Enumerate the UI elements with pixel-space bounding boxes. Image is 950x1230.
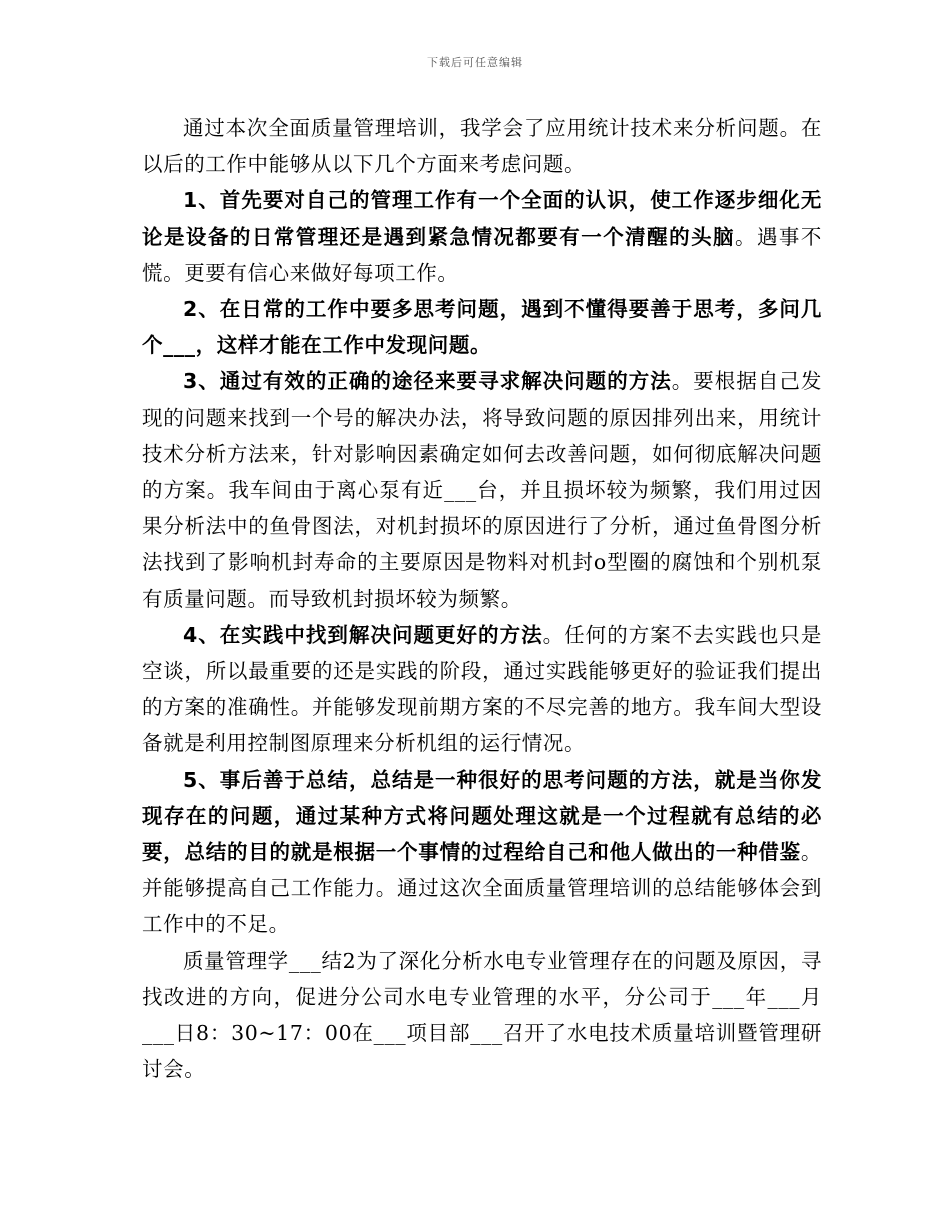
paragraph-heading-bold: 4、在实践中找到解决问题更好的方法	[183, 622, 543, 647]
paragraph-text: 。任何的方案不去实践也只是空谈，所以最重要的还是实践的阶段，通过实践能够更好的验证我们提出的方案的准确性。并能够发现前期方案的不尽完善的地方。我车间大型设备就是利用控制图原理来分析机组的运行情况。	[142, 622, 822, 756]
paragraph-point-2	[142, 291, 822, 363]
paragraph-text: 通过本次全面质量管理培训，我学会了应用统计技术来分析问题。在以后的工作中能够从以下几个方面来考虑问题。	[142, 116, 822, 177]
paragraph-meeting	[142, 943, 822, 1088]
paragraph-point-3	[142, 363, 822, 616]
paragraph-text: 。遇事不慌。更要有信心来做好每项工作。	[142, 224, 822, 285]
paragraph-text: 质量管理学___结2为了深化分析水电专业管理存在的问题及原因，寻找改进的方向，促进分公司水电专业管理的水平，分公司于___年___月___日8：30~17：00在___项目部___召开了水电技术质量培训暨管理研讨会。	[142, 948, 822, 1082]
page-header-note: 下载后可任意编辑	[427, 56, 523, 69]
paragraph-heading-bold: 5、事后善于总结，总结是一种很好的思考问题的方法，就是当你发现存在的问题，通过某种方式将问题处理这就是一个过程就有总结的必要，总结的目的就是根据一个事情的过程给自己和他人做出的一种借鉴	[142, 767, 822, 865]
paragraph-heading-bold: 2、在日常的工作中要多思考问题，遇到不懂得要善于思考，多问几个___，这样才能在工作中发现问题。	[142, 297, 822, 358]
paragraph-point-4	[142, 617, 822, 762]
document-body	[142, 110, 822, 1087]
paragraph-heading-bold: 1、首先要对自己的管理工作有一个全面的认识，使工作逐步细化无论是设备的日常管理还是遇到紧急情况都要有一个清醒的头脑	[142, 188, 822, 249]
paragraph-text: 。要根据自己发现的问题来找到一个号的解决办法，将导致问题的原因排列出来，用统计技术分析方法来，针对影响因素确定如何去改善问题，如何彻底解决问题的方案。我车间由于离心泵有近___台，并且损坏较为频繁，我们用过因果分析法中的鱼骨图法，对机封损坏的原因进行了分析，通过鱼骨图分析法找到了影响机封寿命的主要原因是物料对机封o型圈的腐蚀和个别机泵有质量问题。而导致机封损坏较为频繁。	[142, 369, 822, 611]
paragraph-point-5	[142, 762, 822, 943]
paragraph-intro	[142, 110, 822, 182]
paragraph-text: 。并能够提高自己工作能力。通过这次全面质量管理培训的总结能够体会到工作中的不足。	[142, 840, 822, 937]
paragraph-point-1	[142, 182, 822, 291]
paragraph-heading-bold: 3、通过有效的正确的途径来要寻求解决问题的方法	[183, 369, 672, 394]
